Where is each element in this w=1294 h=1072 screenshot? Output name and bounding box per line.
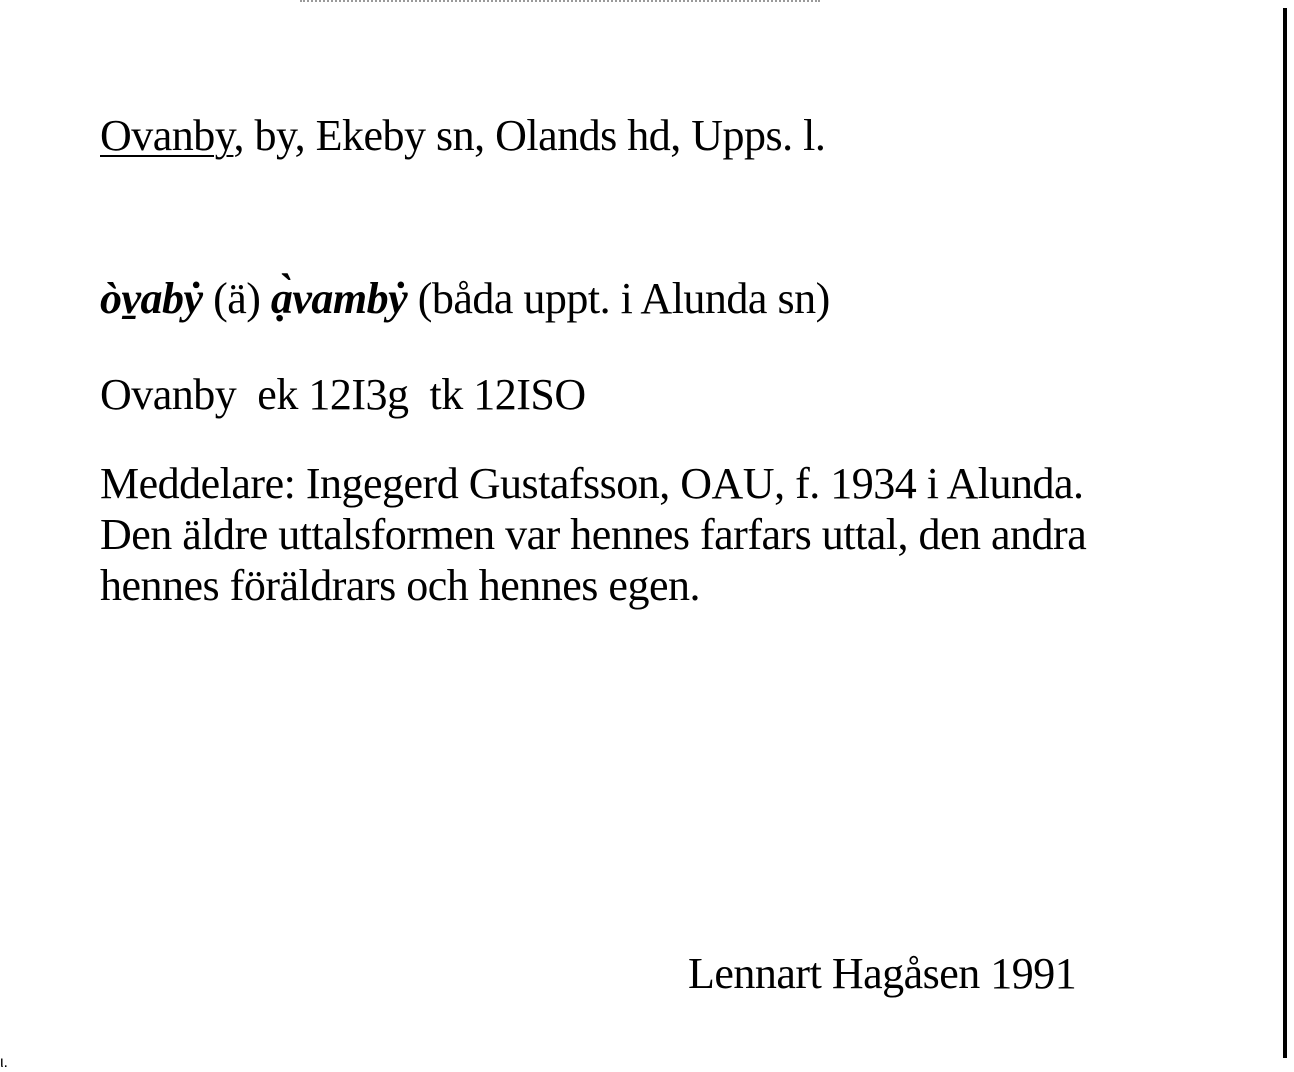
informant-note (100, 458, 1270, 611)
scan-specks (300, 0, 820, 5)
informant-line: hennes föräldrars och hennes egen. (100, 561, 700, 610)
place-name: Ovanby (100, 111, 234, 160)
pronunciation-new: ạ̀vambẏ (270, 274, 408, 323)
recorder-signature: Lennart Hagåsen 1991 (688, 949, 1077, 998)
corner-mark: ι. (0, 1054, 8, 1071)
pronunciation-separator: (ä) (202, 274, 271, 323)
card-edge-line (1283, 8, 1287, 1058)
pronunciation-line (100, 274, 830, 323)
pronunciation-old: òv̱abẏ (100, 274, 203, 323)
pronunciation-note: (båda uppt. i Alunda sn) (407, 274, 830, 323)
map-reference: Ovanby ek 12I3g tk 12ISO (100, 370, 586, 419)
place-heading (100, 111, 826, 160)
place-description: , by, Ekeby sn, Olands hd, Upps. l. (233, 111, 826, 160)
informant-line: Den äldre uttalsformen var hennes farfars uttal, den andra (100, 510, 1087, 559)
informant-line: Meddelare: Ingegerd Gustafsson, OAU, f. 1934 i Alunda. (100, 459, 1084, 508)
